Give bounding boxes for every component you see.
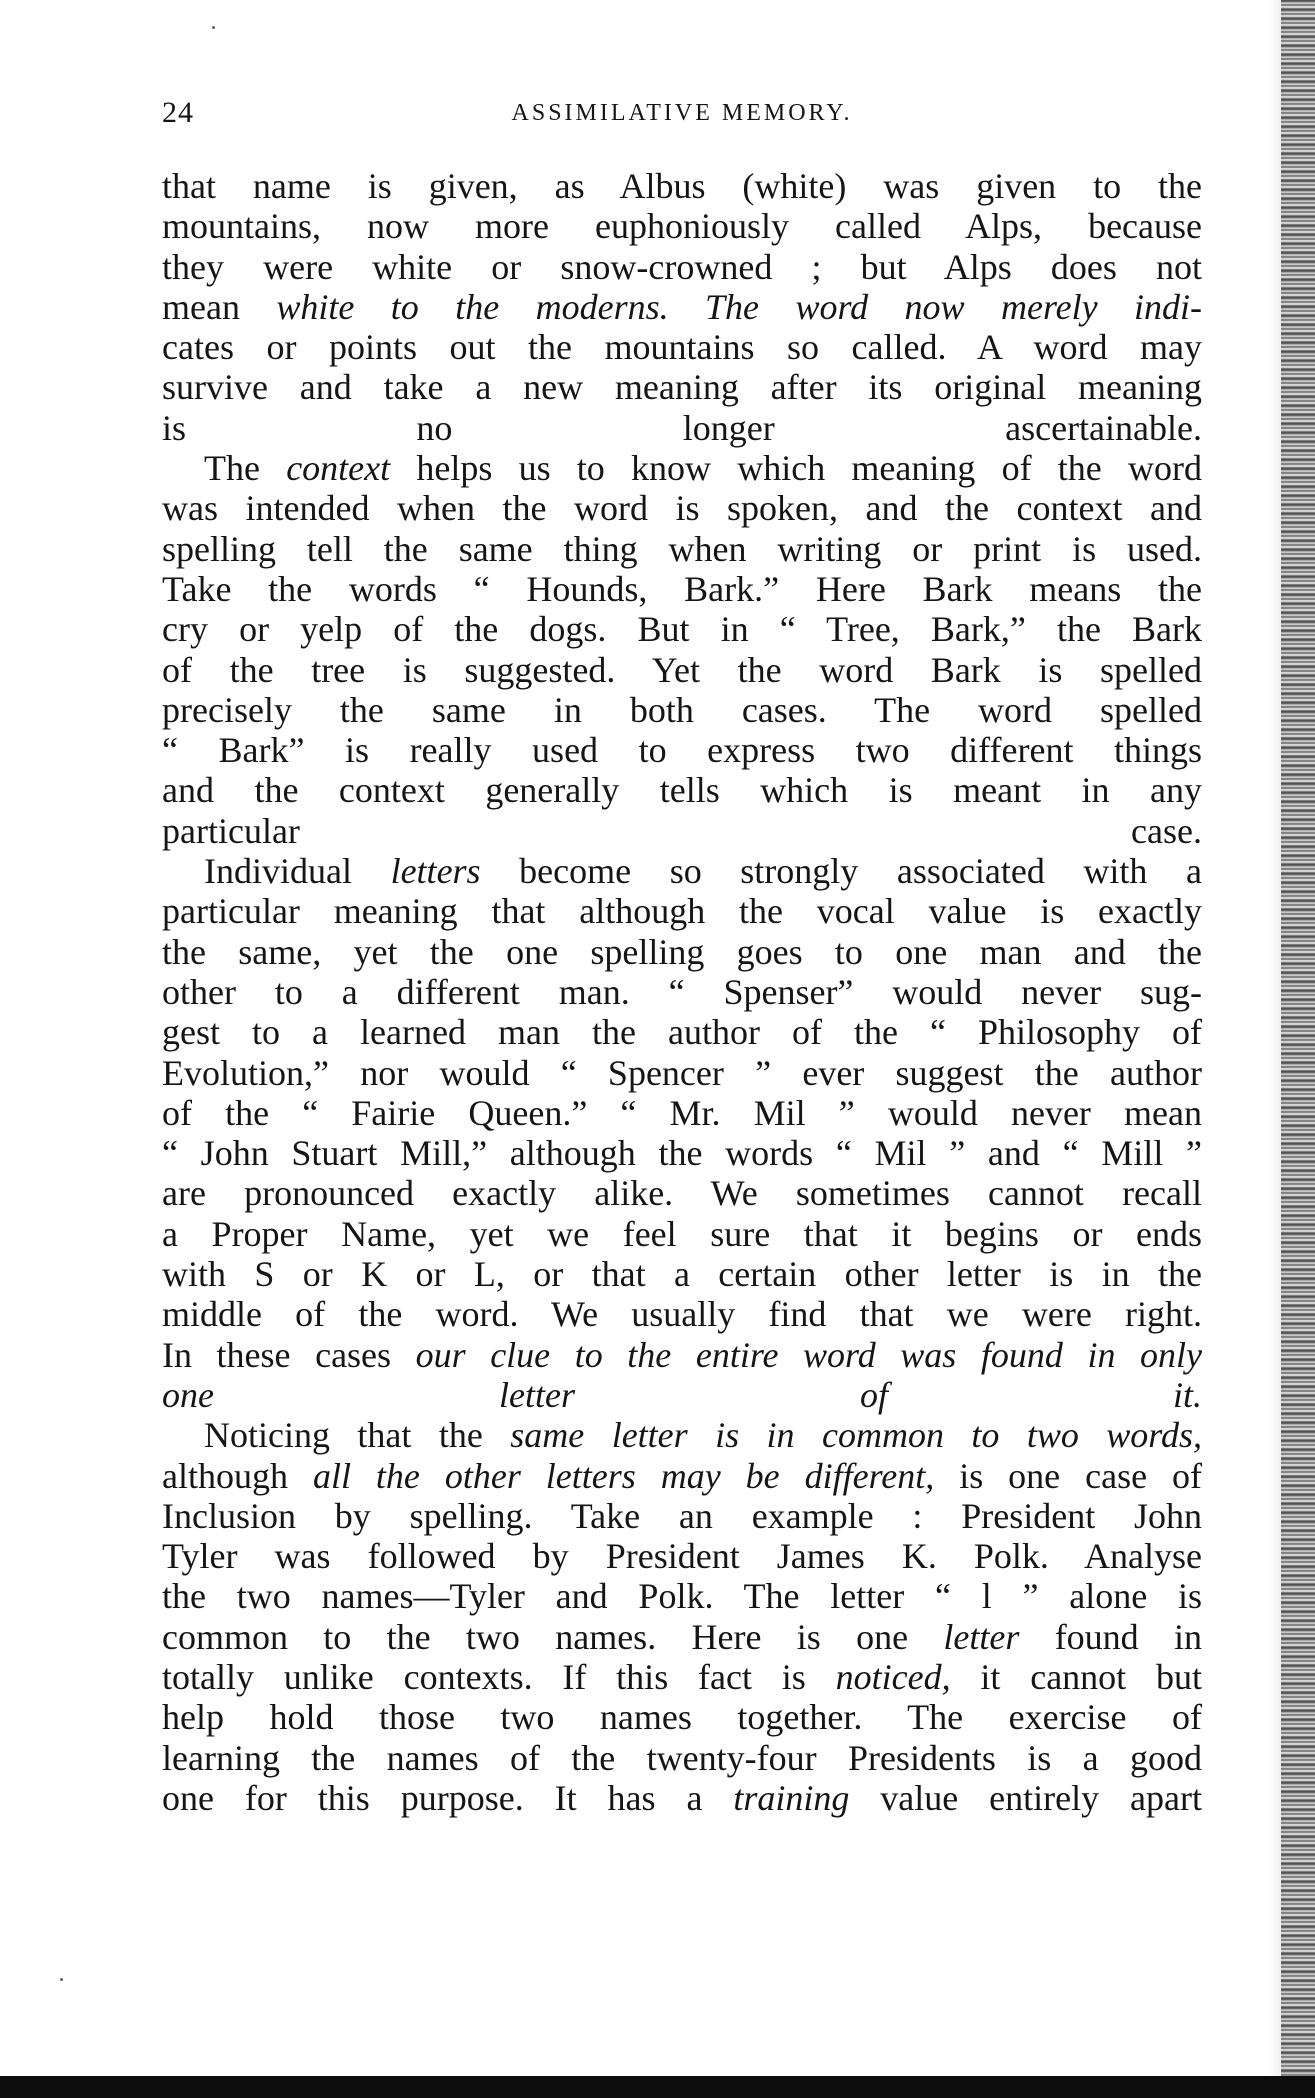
text-line: cates or points out the mountains so called. A word may xyxy=(162,327,1202,368)
text-line: Take the words “ Hounds, Bark.” Here Bark means the xyxy=(162,568,1202,609)
text-line xyxy=(162,1415,1202,1455)
paragraph xyxy=(162,166,1202,448)
italic-text: letter xyxy=(943,1616,1020,1657)
text-segment: although xyxy=(162,1455,313,1496)
body-text xyxy=(162,166,1202,1818)
text-line: a Proper Name, yet we feel sure that it begins or ends xyxy=(162,1213,1202,1254)
italic-text: all the other letters may be different, xyxy=(312,1455,935,1496)
text-line: the two names—Tyler and Polk. The letter “ l ” alone is xyxy=(162,1576,1202,1617)
text-line: was intended when the word is spoken, and the context and xyxy=(162,488,1202,529)
text-line: learning the names of the twenty-four Presidents is a good xyxy=(162,1737,1202,1778)
text-segment: In these cases xyxy=(162,1334,416,1375)
text-line xyxy=(162,1778,1202,1818)
text-line: Evolution,” nor would “ Spencer ” ever suggest the author xyxy=(162,1052,1202,1093)
speck xyxy=(212,26,215,29)
italic-text: letters xyxy=(390,851,481,892)
speck xyxy=(60,1978,63,1981)
text-segment: common to the two names. Here is one xyxy=(162,1616,944,1657)
italic-text: same letter is in common to two words, xyxy=(510,1415,1202,1456)
text-line: that name is given, as Albus (white) was given to the xyxy=(162,166,1202,206)
italic-text: white to the moderns. The word now merely indi- xyxy=(239,286,1202,327)
text-line: mountains, now more euphoniously called Alps, because xyxy=(162,206,1202,247)
running-title: ASSIMILATIVE MEMORY. xyxy=(511,100,853,126)
text-segment: totally unlike contexts. If this fact is xyxy=(162,1656,836,1697)
text-segment: Individual xyxy=(204,851,391,892)
text-segment: value entirely apart xyxy=(849,1777,1202,1818)
text-line: other to a different man. “ Spenser” would never sug- xyxy=(162,971,1202,1012)
text-line xyxy=(162,1335,1202,1375)
text-line: are pronounced exactly alike. We sometimes cannot recall xyxy=(162,1173,1202,1214)
text-segment: Noticing that the xyxy=(204,1415,511,1456)
italic-text: context xyxy=(286,448,391,489)
scan-border xyxy=(0,2076,1315,2098)
text-line: survive and take a new meaning after its original meaning xyxy=(162,367,1202,408)
text-segment: one for this purpose. It has a xyxy=(162,1777,734,1818)
text-line xyxy=(162,851,1202,891)
text-line: middle of the word. We usually find that we were right. xyxy=(162,1294,1202,1335)
text-line: gest to a learned man the author of the “ Philosophy of xyxy=(162,1012,1202,1053)
text-line: the same, yet the one spelling goes to one man and the xyxy=(162,931,1202,972)
text-line: is no longer ascertainable. xyxy=(162,407,1202,448)
italic-text: training xyxy=(733,1777,850,1818)
page-header xyxy=(162,96,1202,140)
text-segment: become so strongly associated with a xyxy=(480,851,1202,892)
text-segment: found in xyxy=(1019,1616,1202,1657)
text-segment: mean xyxy=(162,286,240,327)
text-line: help hold those two names together. The exercise of xyxy=(162,1697,1202,1738)
text-segment: is one case of xyxy=(934,1455,1202,1496)
text-line xyxy=(162,1657,1202,1697)
page-number: 24 xyxy=(162,96,194,129)
text-line: of the tree is suggested. Yet the word Bark is spelled xyxy=(162,649,1202,690)
text-line: “ John Stuart Mill,” although the words “ Mil ” and “ Mill ” xyxy=(162,1133,1202,1174)
text-line: of the “ Fairie Queen.” “ Mr. Mil ” would never mean xyxy=(162,1092,1202,1133)
text-line: and the context generally tells which is meant in any xyxy=(162,770,1202,811)
italic-text: noticed, xyxy=(835,1656,951,1697)
paragraph xyxy=(162,448,1202,851)
paragraph xyxy=(162,851,1202,1415)
text-line: Inclusion by spelling. Take an example : President John xyxy=(162,1495,1202,1536)
italic-text: our clue to the entire word was found in only xyxy=(415,1334,1202,1375)
text-line: cry or yelp of the dogs. But in “ Tree, Bark,” the Bark xyxy=(162,609,1202,650)
page-edge xyxy=(1281,0,1315,2098)
italic-text: one letter of it. xyxy=(162,1374,1202,1415)
text-line xyxy=(162,1617,1202,1657)
paragraph xyxy=(162,1415,1202,1818)
text-segment: The xyxy=(204,448,287,489)
text-segment: helps us to know which meaning of the word xyxy=(390,448,1202,489)
text-line xyxy=(162,1375,1202,1415)
text-line: particular case. xyxy=(162,810,1202,851)
text-line xyxy=(162,287,1202,327)
text-line: precisely the same in both cases. The word spelled xyxy=(162,689,1202,730)
text-line: Tyler was followed by President James K. Polk. Analyse xyxy=(162,1536,1202,1577)
text-line: “ Bark” is really used to express two different things xyxy=(162,730,1202,771)
text-line: particular meaning that although the vocal value is exactly xyxy=(162,891,1202,932)
text-line: they were white or snow-crowned ; but Alps does not xyxy=(162,246,1202,287)
text-line xyxy=(162,1456,1202,1496)
text-line xyxy=(162,448,1202,488)
text-line: spelling tell the same thing when writing or print is used. xyxy=(162,528,1202,569)
text-segment: it cannot but xyxy=(950,1656,1202,1697)
text-line: with S or K or L, or that a certain other letter is in the xyxy=(162,1254,1202,1295)
